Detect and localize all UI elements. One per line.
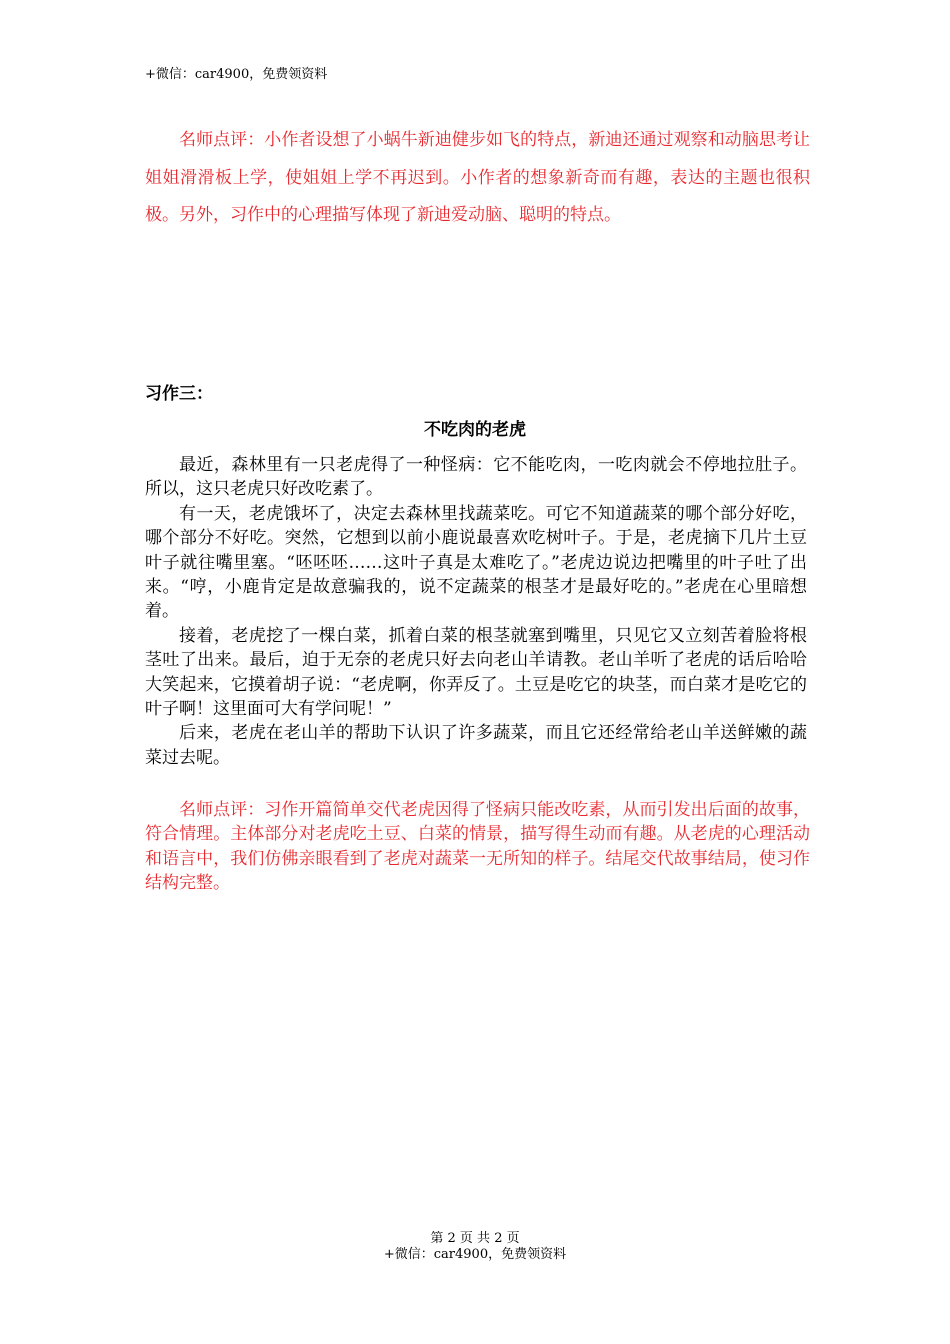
teacher-comment-bottom-text: 名师点评：习作开篇简单交代老虎因得了怪病只能改吃素，从而引发出后面的故事，符合情理。主体部分对老虎吃土豆、白菜的情景，描写得生动而有趣。从老虎的心理活动和语言中，我们仿佛亲眼看到了老虎对蔬菜一无所知的样子。结尾交代故事结局，使习作结构完整。 — [145, 800, 810, 894]
header-note: +微信：car4900，免费领资料 — [145, 67, 328, 82]
essay-title: 不吃肉的老虎 — [424, 420, 526, 440]
essay-paragraph: 最近，森林里有一只老虎得了一种怪病：它不能吃肉，一吃肉就会不停地拉肚子。所以，这只老虎只好改吃素了。 — [145, 455, 807, 500]
section-label: 习作三： — [145, 384, 213, 404]
footer-note: +微信：car4900，免费领资料 — [383, 1247, 567, 1262]
essay-paragraph: 接着，老虎挖了一棵白菜，抓着白菜的根茎就塞到嘴里，只见它又立刻苦着脸将根茎吐了出来。最后，迫于无奈的老虎只好去向老山羊请教。老山羊听了老虎的话后哈哈大笑起来，它摸着胡子说：“老虎啊，你弄反了。土豆是吃它的块茎，而白菜才是吃它的叶子啊！这里面可大有学问呢！” — [145, 625, 807, 720]
essay-body — [145, 453, 807, 770]
essay-paragraph: 有一天，老虎饿坏了，决定去森林里找蔬菜吃。可它不知道蔬菜的哪个部分好吃，哪个部分不好吃。突然，它想到以前小鹿说最喜欢吃树叶子。于是，老虎摘下几片土豆叶子就往嘴里塞。“呸呸呸……这叶子真是太难吃了。”老虎边说边把嘴里的叶子吐了出来。“哼，小鹿肯定是故意骗我的，说不定蔬菜的根茎才是最好吃的。”老虎在心里暗想着。 — [145, 503, 807, 622]
page-number: 第 2 页 共 2 页 — [430, 1231, 520, 1246]
essay-paragraph: 后来，老虎在老山羊的帮助下认识了许多蔬菜，而且它还经常给老山羊送鲜嫩的蔬菜过去呢。 — [145, 723, 807, 768]
teacher-comment-top — [145, 122, 810, 235]
teacher-comment-top-text: 名师点评：小作者设想了小蜗牛新迪健步如飞的特点，新迪还通过观察和动脑思考让姐姐滑滑板上学，使姐姐上学不再迟到。小作者的想象新奇而有趣，表达的主题也很积极。另外，习作中的心理描写体现了新迪爱动脑、聪明的特点。 — [145, 130, 810, 225]
teacher-comment-bottom — [145, 798, 810, 896]
